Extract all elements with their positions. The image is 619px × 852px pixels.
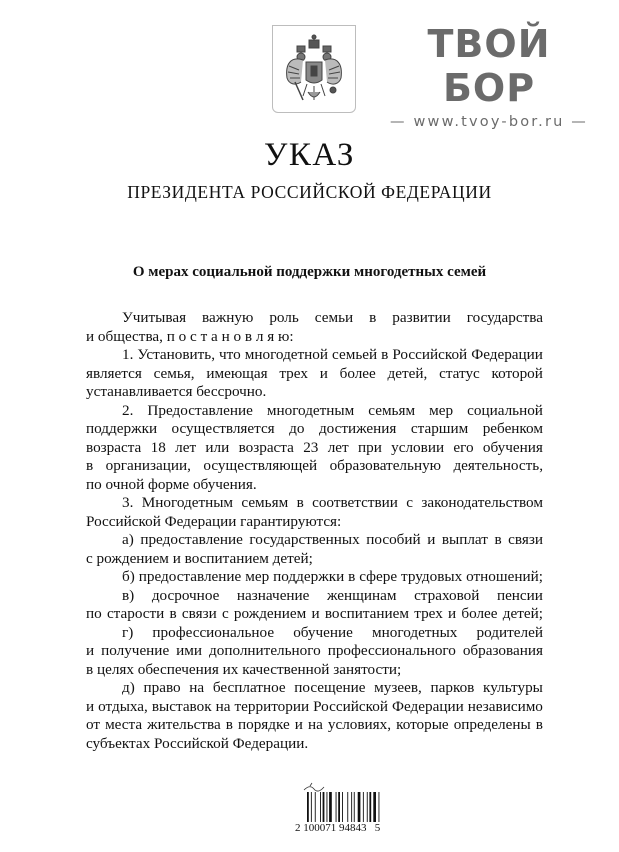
body-line — [86, 624, 543, 643]
body-line: по очной форме обучения. — [86, 475, 257, 493]
word: а) — [122, 531, 134, 548]
word: в — [296, 494, 304, 511]
word: старости — [106, 605, 165, 622]
barcode — [303, 792, 383, 822]
barcode-bar — [338, 792, 340, 822]
word: семьям — [368, 401, 416, 419]
word: семья, — [153, 364, 195, 382]
body-line — [86, 642, 543, 661]
word: на — [307, 716, 323, 733]
signature-mark — [302, 782, 332, 792]
word: или — [205, 438, 230, 456]
word: семьи — [314, 309, 354, 326]
word: на — [189, 679, 205, 696]
body-line: с рождением и воспитанием детей; — [86, 549, 313, 567]
word: отдыха, — [98, 697, 148, 715]
word: более — [339, 364, 376, 382]
barcode-bar — [358, 792, 361, 822]
word: в) — [122, 586, 135, 604]
document-subtitle: ПРЕЗИДЕНТА РОССИЙСКОЙ ФЕДЕРАЦИИ — [127, 182, 492, 202]
word: выставок — [151, 697, 212, 715]
body-line — [86, 698, 543, 717]
body-line — [86, 716, 543, 735]
word: условии — [391, 438, 445, 456]
body-line — [86, 402, 543, 421]
barcode-bar — [351, 792, 352, 822]
barcode-number: 2 100071 94843 5 — [295, 822, 381, 834]
body-line: устанавливается бессрочно. — [86, 383, 267, 400]
barcode-bar — [315, 792, 316, 822]
body-line — [86, 365, 543, 384]
word: ребенком — [482, 420, 543, 437]
word: 2. — [122, 401, 134, 419]
word: и — [86, 697, 95, 715]
body-line — [86, 346, 543, 365]
word: Установить, — [137, 346, 216, 363]
word: законодательством — [421, 494, 543, 511]
barcode-bar — [354, 792, 355, 822]
barcode-bar — [323, 792, 325, 822]
word: выплат — [441, 531, 488, 548]
barcode-bar — [342, 792, 343, 822]
russian-coat-of-arms-icon — [273, 26, 355, 112]
word: в — [169, 605, 177, 622]
word: музеев, — [374, 679, 422, 696]
word: в — [494, 531, 502, 548]
word: на — [215, 697, 231, 715]
body-line — [86, 457, 543, 476]
brand-url: — www.tvoy-bor.ru — — [389, 114, 589, 130]
word: трех — [279, 364, 308, 382]
body-line — [86, 679, 543, 698]
word: назначение — [236, 586, 310, 604]
word: мер — [429, 401, 454, 419]
word: бесплатное — [212, 679, 286, 696]
word: Многодетным — [141, 494, 234, 511]
word: многодетной — [244, 346, 329, 363]
word: ими — [176, 642, 203, 659]
word: родителей — [476, 623, 543, 641]
word: в — [535, 716, 543, 733]
word: важную — [202, 309, 254, 326]
word: и — [311, 605, 320, 622]
body-line — [86, 568, 543, 587]
word: пенсии — [496, 586, 543, 604]
word: в — [381, 346, 389, 363]
word: Предоставление — [147, 401, 253, 419]
body-line — [86, 309, 543, 328]
word: детей, — [387, 364, 428, 382]
word: досрочное — [151, 586, 220, 604]
word: и — [427, 531, 436, 548]
word: посещение — [294, 679, 366, 696]
word: места — [105, 716, 143, 733]
document-body — [86, 309, 543, 753]
word: что — [219, 346, 241, 363]
word: возраста — [238, 438, 294, 456]
word: 18 — [150, 438, 166, 456]
word: трудовых — [401, 568, 463, 585]
body-line — [86, 439, 543, 458]
word: трех — [414, 605, 443, 622]
word: и — [448, 605, 457, 622]
word: пособий — [366, 531, 421, 548]
word: и — [319, 364, 328, 382]
body-line — [86, 605, 543, 624]
word: более — [461, 605, 498, 622]
word: профессионального — [327, 642, 456, 659]
word: сфере — [359, 568, 398, 585]
word: достижения — [318, 420, 397, 437]
word: осуществляется — [171, 420, 275, 437]
word: д) — [122, 679, 135, 696]
word: предоставление — [140, 531, 243, 548]
word: 1. — [122, 346, 134, 363]
word: поддержки — [86, 420, 158, 437]
word: в — [225, 716, 233, 733]
body-line: субъектах Российской Федерации. — [86, 734, 309, 752]
word: до — [289, 420, 305, 437]
word: Федерации — [471, 346, 543, 363]
word: связи — [508, 531, 543, 548]
barcode-bar — [367, 792, 368, 822]
word: Российской — [313, 697, 388, 715]
word: получение — [101, 642, 170, 659]
word: от — [86, 716, 101, 733]
word: детей; — [502, 605, 543, 622]
word: условиях, — [327, 716, 392, 733]
word: возраста — [86, 438, 142, 456]
brand-title: ТВОЙ БОР — [427, 22, 551, 110]
body-line — [86, 420, 543, 439]
word: многодетных — [372, 623, 458, 641]
word: определены — [453, 716, 531, 733]
word: организации, — [105, 457, 191, 474]
word: в — [369, 309, 377, 326]
body-line: в целях обеспечения их качественной занятости; — [86, 660, 402, 678]
word: б) — [122, 568, 135, 585]
body-line: и общества, п о с т а н о в л я ю: — [86, 327, 294, 345]
barcode-bar — [311, 792, 312, 822]
body-line: Российской Федерации гарантируются: — [86, 512, 342, 530]
word: деятельность, — [453, 457, 543, 474]
word: независимо — [467, 697, 543, 715]
word: образовательную — [329, 457, 442, 474]
word: профессиональное — [152, 623, 275, 641]
body-line — [86, 531, 543, 550]
word: является — [86, 364, 142, 382]
barcode-bar — [379, 792, 380, 822]
word: государственных — [249, 531, 360, 548]
word: при — [357, 438, 382, 456]
word: государства — [466, 309, 543, 326]
word: с — [406, 494, 414, 511]
word: Учитывая — [122, 309, 187, 326]
body-line — [86, 587, 543, 606]
word: которые — [396, 716, 449, 733]
word: обучения — [482, 438, 543, 456]
word: образования — [462, 642, 543, 659]
word: развитии — [392, 309, 451, 326]
brand-watermark — [375, 22, 603, 132]
word: многодетным — [266, 401, 355, 419]
word: право — [143, 679, 181, 696]
word: старшим — [410, 420, 469, 437]
word: и — [294, 716, 303, 733]
barcode-bar — [327, 792, 328, 822]
word: связи — [181, 605, 217, 622]
word: женщинам — [327, 586, 397, 604]
word: 23 — [303, 438, 319, 456]
word: г) — [122, 623, 134, 641]
word: его — [453, 438, 474, 456]
word: порядке — [237, 716, 290, 733]
word: страховой — [414, 586, 480, 604]
word: осуществляющей — [203, 457, 318, 474]
word: имеющая — [206, 364, 268, 382]
word: по — [86, 605, 102, 622]
barcode-bar — [307, 792, 309, 822]
barcode-bar — [363, 792, 364, 822]
word: лет — [327, 438, 349, 456]
word: семьям — [241, 494, 289, 511]
body-line — [86, 494, 543, 513]
barcode-bar — [373, 792, 376, 822]
word: в — [348, 568, 356, 585]
word: Российской — [392, 346, 468, 363]
word: с — [221, 605, 229, 622]
barcode-bar — [336, 792, 337, 822]
word: воспитанием — [324, 605, 410, 622]
word: отношений; — [466, 568, 543, 585]
word: культуры — [483, 679, 543, 696]
word: статус — [439, 364, 480, 382]
barcode-bar — [347, 792, 348, 822]
word: социальной — [467, 401, 543, 419]
word: 3. — [122, 494, 134, 511]
word: поддержки — [273, 568, 345, 585]
word: соответствии — [312, 494, 398, 511]
word: Федерации — [391, 697, 464, 715]
coat-of-arms-emblem — [272, 25, 356, 113]
word: которой — [491, 364, 543, 382]
word: семьей — [332, 346, 378, 363]
word: обучение — [293, 623, 353, 641]
word: дополнительного — [209, 642, 321, 659]
word: мер — [245, 568, 270, 585]
word: жительства — [147, 716, 221, 733]
word: лет — [175, 438, 197, 456]
barcode-bar — [369, 792, 371, 822]
document-heading: О мерах социальной поддержки многодетных семей — [132, 264, 487, 280]
word: рождением — [233, 605, 307, 622]
barcode-bar — [329, 792, 332, 822]
word: роль — [269, 309, 299, 326]
word: предоставление — [138, 568, 242, 585]
word: территории — [234, 697, 310, 715]
word: и — [86, 642, 95, 659]
document-title: УКАЗ — [264, 137, 355, 173]
word: в — [86, 457, 94, 474]
word: парков — [430, 679, 475, 696]
barcode-bar — [320, 792, 321, 822]
